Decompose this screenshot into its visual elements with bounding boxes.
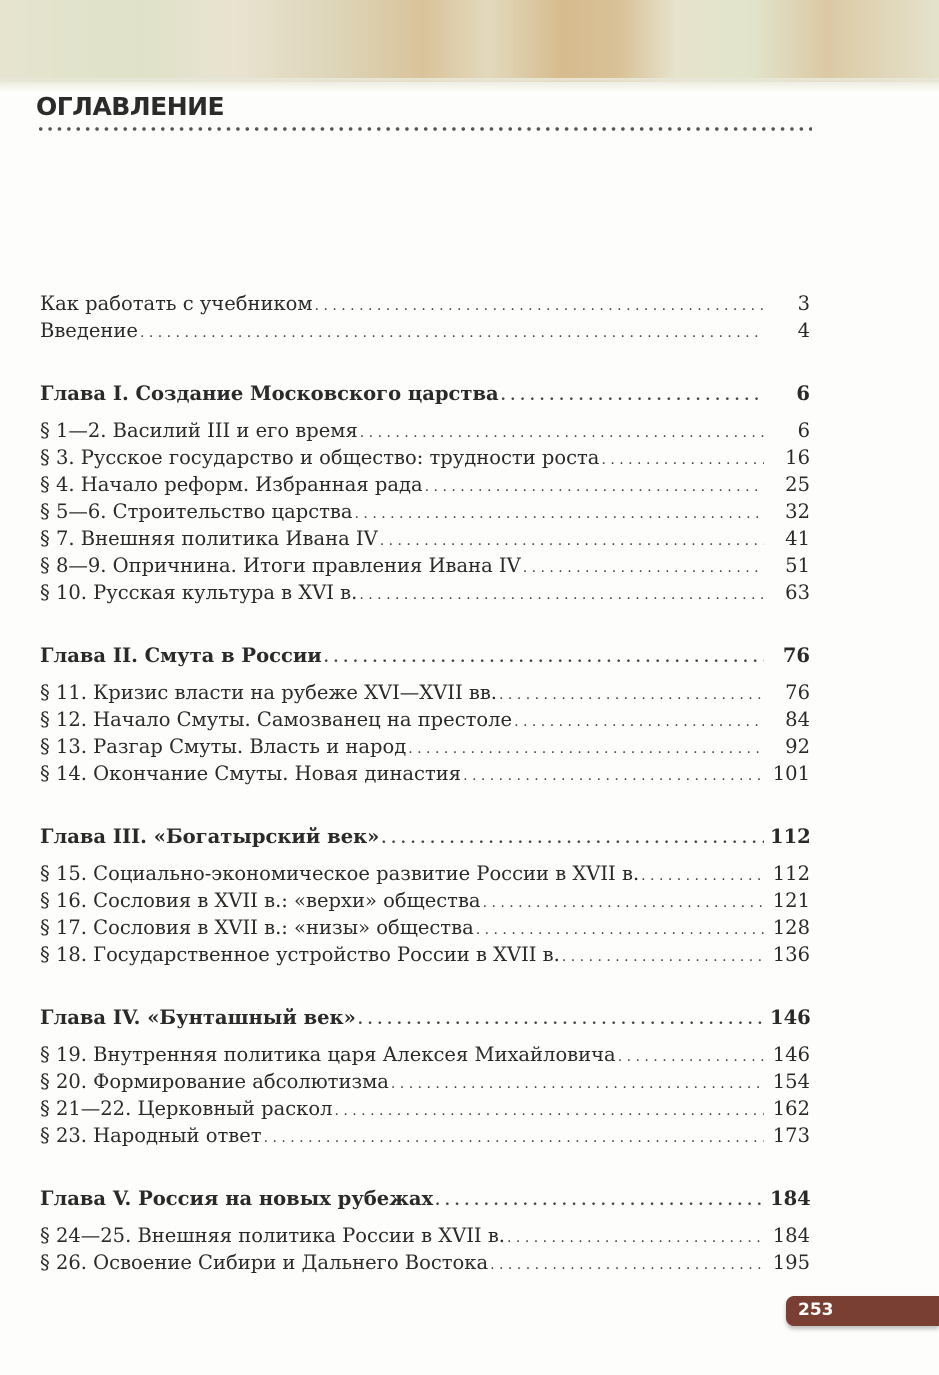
entry-page: 92 [785, 735, 810, 758]
toc-entry[interactable] [40, 471, 810, 498]
dot-leader [391, 1071, 764, 1098]
dot-leader [360, 420, 764, 447]
entry-page: 6 [796, 382, 810, 405]
dot-leader [499, 682, 764, 709]
dot-leader [483, 890, 764, 917]
chapter-heading[interactable] [40, 380, 810, 407]
entry-title: § 11. Кризис власти на рубеже XVI—XVII вв. [40, 681, 498, 704]
toc-entry[interactable] [40, 552, 810, 579]
entry-title: § 20. Формирование абсолютизма [40, 1070, 389, 1093]
entry-page: 112 [772, 862, 810, 885]
entry-title: § 7. Внешняя политика Ивана IV [40, 527, 378, 550]
entry-page: 76 [785, 681, 810, 704]
toc-entry[interactable] [40, 860, 810, 887]
dot-leader [514, 709, 764, 736]
dot-leader [476, 917, 764, 944]
entry-page: 154 [772, 1070, 810, 1093]
entry-page: 6 [797, 419, 810, 442]
entry-title: § 10. Русская культура в XVI в. [40, 581, 358, 604]
entry-page: 25 [785, 473, 810, 496]
entry-page: 121 [772, 889, 810, 912]
entry-title: § 26. Освоение Сибири и Дальнего Востока [40, 1251, 489, 1274]
entry-title: § 8—9. Опричнина. Итоги правления Ивана IV [40, 554, 521, 577]
dot-leader [334, 1098, 764, 1125]
dot-leader [324, 645, 764, 672]
toc-entry[interactable] [40, 1222, 810, 1249]
toc-entry[interactable] [40, 941, 810, 968]
dot-leader [601, 447, 764, 474]
toc-entry[interactable] [40, 1068, 810, 1095]
entry-page: 112 [770, 825, 811, 848]
chapter-heading[interactable] [40, 823, 810, 850]
table-of-contents [40, 290, 810, 1276]
entry-page: 32 [785, 500, 810, 523]
dot-leader [408, 736, 764, 763]
entry-title: Как работать с учебником [40, 292, 313, 315]
dot-leader [264, 1125, 764, 1152]
entry-title: Глава IV. «Бунташный век» [40, 1006, 356, 1029]
entry-page: 3 [797, 292, 810, 315]
entry-title: Глава III. «Богатырский век» [40, 825, 380, 848]
toc-entry[interactable] [40, 498, 810, 525]
page-title: ОГЛАВЛЕНИЕ [36, 92, 225, 121]
toc-entry[interactable] [40, 525, 810, 552]
entry-page: 101 [772, 762, 810, 785]
toc-entry[interactable] [40, 317, 810, 344]
entry-title: Глава II. Смута в России [40, 644, 322, 667]
page-number-tab [786, 1296, 939, 1326]
entry-page: 84 [785, 708, 810, 731]
entry-page: 63 [785, 581, 810, 604]
entry-title: § 17. Сословия в XVII в.: «низы» общества [40, 916, 474, 939]
entry-title: § 24—25. Внешняя политика России в XVII в. [40, 1224, 506, 1247]
dot-leader [359, 582, 764, 609]
dot-leader [355, 501, 764, 528]
entry-title: § 5—6. Строительство царства [40, 500, 353, 523]
entry-title: Введение [40, 319, 138, 342]
dot-leader [507, 1225, 764, 1252]
entry-title: § 21—22. Церковный раскол [40, 1097, 333, 1120]
entry-title: § 3. Русское государство и общество: трудности роста [40, 446, 600, 469]
dot-leader [490, 1252, 764, 1279]
dot-leader [435, 1188, 764, 1215]
entry-page: 184 [770, 1187, 811, 1210]
dot-leader [315, 293, 764, 320]
toc-entry[interactable] [40, 1249, 810, 1276]
entry-page: 173 [772, 1124, 810, 1147]
entry-page: 128 [772, 916, 810, 939]
toc-entry[interactable] [40, 733, 810, 760]
chapter-heading[interactable] [40, 1185, 810, 1212]
page-number: 253 [798, 1300, 834, 1320]
entry-title: § 1—2. Василий III и его время [40, 419, 358, 442]
toc-entry[interactable] [40, 887, 810, 914]
dot-leader [501, 383, 764, 410]
entry-title: § 23. Народный ответ [40, 1124, 262, 1147]
entry-title: § 15. Социально-экономическое развитие России в XVII в. [40, 862, 640, 885]
dot-leader [618, 1044, 764, 1071]
dot-leader [641, 863, 764, 890]
toc-entry[interactable] [40, 579, 810, 606]
entry-page: 136 [772, 943, 810, 966]
entry-page: 4 [797, 319, 810, 342]
entry-page: 162 [772, 1097, 810, 1120]
chapter-heading[interactable] [40, 642, 810, 669]
entry-title: Глава V. Россия на новых рубежах [40, 1187, 434, 1210]
dot-leader [562, 944, 764, 971]
entry-title: § 19. Внутренняя политика царя Алексея Михайловича [40, 1043, 616, 1066]
entry-title: Глава I. Создание Московского царства [40, 382, 499, 405]
entry-page: 195 [772, 1251, 810, 1274]
chapter-heading[interactable] [40, 1004, 810, 1031]
toc-entry[interactable] [40, 760, 810, 787]
toc-entry[interactable] [40, 444, 810, 471]
toc-entry[interactable] [40, 417, 810, 444]
entry-title: § 16. Сословия в XVII в.: «верхи» общества [40, 889, 481, 912]
entry-page: 51 [785, 554, 810, 577]
toc-entry[interactable] [40, 706, 810, 733]
entry-page: 146 [770, 1006, 811, 1029]
toc-entry[interactable] [40, 290, 810, 317]
toc-entry[interactable] [40, 1041, 810, 1068]
entry-title: § 14. Окончание Смуты. Новая династия [40, 762, 462, 785]
entry-page: 184 [772, 1224, 810, 1247]
toc-entry[interactable] [40, 679, 810, 706]
entry-title: § 18. Государственное устройство России в XVII в. [40, 943, 560, 966]
dot-leader [381, 826, 764, 853]
entry-page: 16 [785, 446, 810, 469]
entry-page: 41 [785, 527, 810, 550]
entry-title: § 12. Начало Смуты. Самозванец на престоле [40, 708, 513, 731]
entry-page: 76 [782, 644, 810, 667]
dot-leader [463, 763, 764, 790]
dot-leader [380, 528, 764, 555]
dot-leader [358, 1007, 764, 1034]
toc-entry[interactable] [40, 1122, 810, 1149]
dot-leader [523, 555, 764, 582]
toc-entry[interactable] [40, 1095, 810, 1122]
entry-title: § 13. Разгар Смуты. Власть и народ [40, 735, 407, 758]
toc-entry[interactable] [40, 914, 810, 941]
dot-leader [140, 320, 764, 347]
title-dotted-divider [36, 126, 812, 132]
decorative-header-banner [0, 0, 939, 82]
entry-page: 146 [772, 1043, 810, 1066]
entry-title: § 4. Начало реформ. Избранная рада [40, 473, 423, 496]
dot-leader [425, 474, 764, 501]
